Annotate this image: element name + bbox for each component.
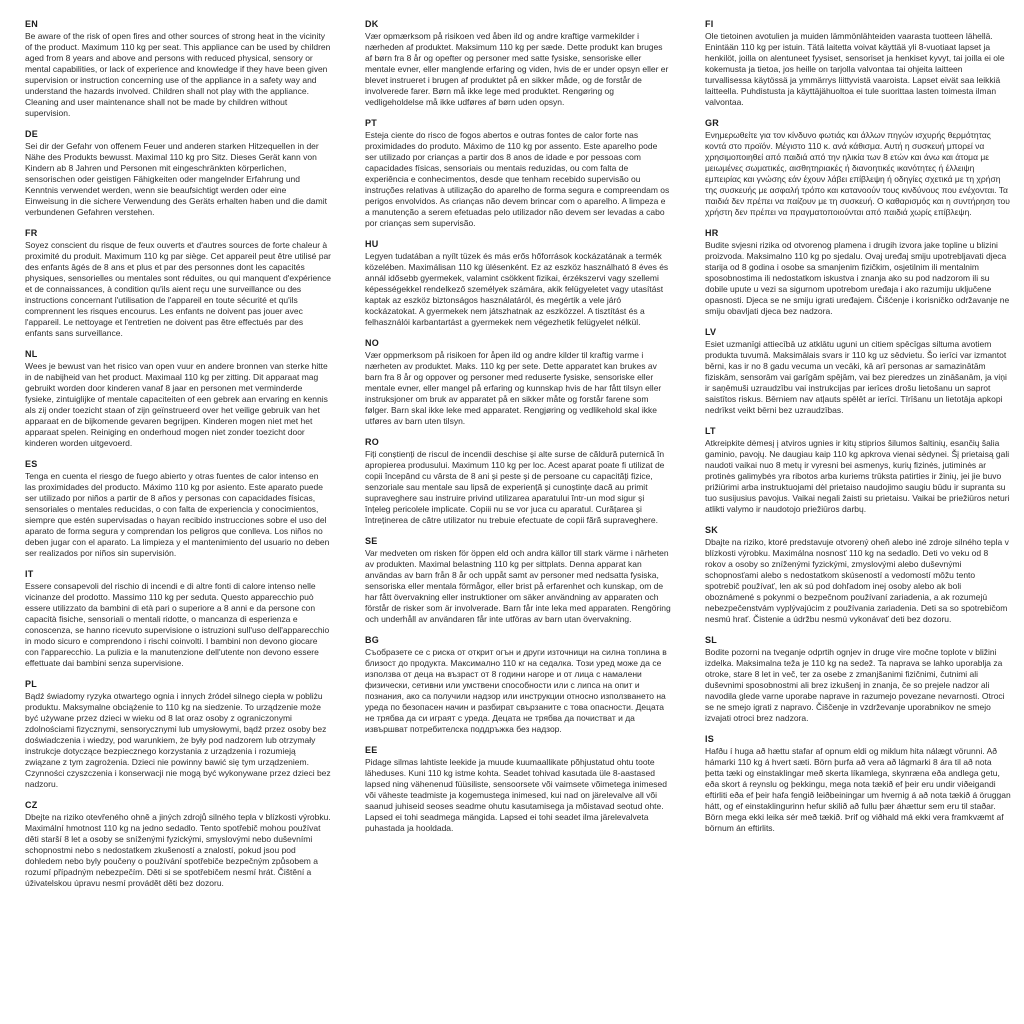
language-code: CZ [25,800,38,810]
language-text: Wees je bewust van het risico van open vuur en andere bronnen van sterke hitte in de nabijheid van het product. Maximaal 110 kg per zitting. Dit apparaat mag gebruikt worden door kinderen vanaf 8 jaar en personen met verminderde fysieke, zintuiglijke of mentale capaciteiten of een gebrek aan ervaring en kennis als zij onder toezicht staan of zijn geïnstrueerd over het veilige gebruik van het apparaat en de bijkomende gevaren begrijpen. Kinderen mogen niet met het apparaat spelen. Reiniging en onderhoud mogen niet zonder toezicht door kinderen worden uitgevoerd. [25,361,328,448]
language-text: Hafðu í huga að hættu stafar af opnum eldi og miklum hita nálægt vörunni. Að hámarki 110 kg á hvert sæti. Börn þurfa að vera að lágmarki 8 ára til að nota þetta tæki og einstaklingar með skerta líkamlega, skynræna eða andlega getu, eða skort á reynslu og þekkingu, mega nota tækið ef þeir eru undir viðeigandi eftirliti eða ef þeir hafa fengið leiðbeiningar um hvernig á að nota tækið á öruggan hátt, og ef einstaklingurinn hefur skilið að fullu þær áhættur sem eru til staðar. Börn mega ekki leika sér með tækið. Þrif og viðhald má ekki vera framkvæmt af börnum án eftirlits. [705,746,1011,833]
language-text: Esteja ciente do risco de fogos abertos e outras fontes de calor forte nas proximidades do produto. Máximo de 110 kg por assento. Este aparelho pode ser utilizado por crianças a partir dos 8 anos de idade e por pessoas com capacidades físicas, sensoriais ou mentais reduzidas, ou com falta de experiência e conhecimentos, desde que tenham recebido supervisão ou instruções relativas à utilização do aparelho de forma segura e compreendam os perigos envolvidos. As crianças não devem brincar com o aparelho. A limpeza e a manutenção a serem efetuadas pelo utilizador não devem ser levadas a cabo por crianças sem supervisão. [365,130,670,228]
language-text: Dbajte na riziko, ktoré predstavuje otvorený oheň alebo iné zdroje silného tepla v blízkosti výrobku. Maximálna nosnosť 110 kg na sedadlo. Deti vo veku od 8 rokov a osoby so zníženými fyzickými, zmyslovými alebo duševnými schopnosťami alebo s nedostatkom skúseností a vedomostí môžu tento spotrebič používať, len ak sú pod dohľadom inej osoby alebo ak boli oboznámené s pokynmi o bezpečnom používaní zariadenia, a ak rozumejú nebezpečenstvám vyplývajúcim z používania zariadenia. Deti sa so spotrebičom nesmú hrať. Čistenie a údržbu nesmú vykonávať deti bez dozoru. [705,537,1009,624]
language-text: Pidage silmas lahtiste leekide ja muude kuumaallikate põhjustatud ohtu toote läheduses. Kuni 110 kg istme kohta. Seadet tohivad kasutada üle 8-aastased lapsed ning vähenenud füüsiliste, sensoorsete või vaimsete võimetega inimesed või väheste teadmiste ja kogemustega inimesed, kui nad on järelevalve all või saanud juhiseid seoses seadme ohutu kasutamisega ja mõistavad seotud ohte. Lapsed ei tohi seadmega mängida. Lapsed ei tohi seadet ilma järelevalveta puhastada ja hooldada. [365,757,667,833]
language-section-bg [365,634,671,735]
language-code: SE [365,536,378,546]
language-code: FR [25,228,38,238]
language-section-hu [365,238,671,328]
language-section-sl [705,634,1011,724]
language-code: NL [25,349,38,359]
column-1 [25,18,331,1024]
language-text: Be aware of the risk of open fires and other sources of strong heat in the vicinity of the product. Maximum 110 kg per seat. This appliance can be used by children aged from 8 years and above and persons with reduced physical, sensory or mental capabilities, or lack of experience and knowledge if they have been given supervision or instruction concerning use of the appliance in a safety way and understand the hazards involved. Children shall not play with the appliance. Cleaning and user maintenance shall not be made by children without supervision. [25,31,331,118]
language-code: RO [365,437,379,447]
language-section-fi [705,18,1011,108]
language-text: Съобразете се с риска от открит огън и други източници на силна топлина в близост до продукта. Максимално 110 кг на седалка. Този уред може да се използва от деца на възраст от 8 години нагоре и от лица с намалени физически, сетивни или умствени способности или с липса на опит и познания, ако са получили надзор или инструкции относно използването на уреда по безопасен начин и разбират свързаните с това опасности. Децата не трябва да си играят с уреда. Децата не трябва да почистват и да извършват потребителска поддръжка без надзор. [365,647,667,734]
language-text: Budite svjesni rizika od otvorenog plamena i drugih izvora jake topline u blizini proizvoda. Maksimalno 110 kg po sjedalu. Ovaj uređaj smiju upotrebljavati djeca starija od 8 godina i osobe sa smanjenim fizičkim, osjetilnim ili mentalnim sposobnostima ili nedostatkom iskustva i znanja ako su pod nadzorom ili su dobile upute u vezi sa sigurnom upotrebom uređaja i ako razumiju uključene opasnosti. Djeca se ne smiju igrati uređajem. Čišćenje i korisničko održavanje ne smiju obavljati djeca bez nadzora. [705,240,1010,316]
language-text: Atkreipkite dėmesį į atviros ugnies ir kitų stiprios šilumos šaltinių, esančių šalia gaminio, pavojų. Ne daugiau kaip 110 kg apkrova vienai sėdynei. Šį prietaisą gali naudoti vaikai nuo 8 metų ir vyresni bei asmenys, kurių fizinės, jutiminės ar protinės galimybės yra ribotos arba kuriems trūksta patirties ir žinių, jei jie buvo prižiūrimi arba instruktuojami dėl prietaiso naudojimo saugiu būdu ir supranta su tuo susijusius pavojus. Vaikai negali žaisti su prietaisu. Vaikai be priežiūros neturi atlikti valymo ir naudotojo priežiūros darbų. [705,438,1010,514]
language-code: GR [705,118,719,128]
language-text: Vær oppmerksom på risikoen for åpen ild og andre kilder til kraftig varme i nærheten av produktet. Maks. 110 kg per sete. Dette apparatet kan brukes av barn fra 8 år og oppover og personer med reduserte fysiske, sensoriske eller mentale evner, eller mangel på erfaring og kunnskap hvis de har fått tilsyn eller instruksjoner om bruk av apparatet på en sikker måte og forstår farene som følger. Barn skal ikke leke med apparatet. Rengjøring og vedlikehold skal ikke utføres av barn uten tilsyn. [365,350,662,426]
language-section-gr [705,117,1011,218]
language-code: NO [365,338,379,348]
language-code: DE [25,129,38,139]
language-text: Ενημερωθείτε για τον κίνδυνο φωτιάς και άλλων πηγών ισχυρής θερμότητας κοντά στο προϊόν. Μέγιστο 110 κ. ανά κάθισμα. Αυτή η συσκευή μπορεί να χρησιμοποιηθεί από παιδιά από την ηλικία των 8 ετών και άνω και άτομα με μειωμένες σωματικές, αισθητηριακές ή διανοητικές ικανότητες ή έλλειψη εμπειρίας και γνώσης εάν έχουν λάβει επίβλεψη ή οδηγίες σχετικά με τη χρήση της συσκευής με ασφαλή τρόπο και κατανοούν τους κινδύνους που ενέχονται. Τα παιδιά δεν πρέπει να παίζουν με τη συσκευή. Ο καθαρισμός και η συντήρηση του χρήστη δεν πρέπει να πραγματοποιούνται από παιδιά χωρίς επίβλεψη. [705,130,1010,217]
language-text: Bądź świadomy ryzyka otwartego ognia i innych źródeł silnego ciepła w pobliżu produktu. Maksymalne obciążenie to 110 kg na siedzenie. To urządzenie może być używane przez dzieci w wieku od 8 lat oraz osoby z ograniczonymi zdolnościami fizycznymi, sensorycznymi lub umysłowymi, bądź przez osoby bez doświadczenia i wiedzy, pod warunkiem, że były pod nadzorem lub otrzymały instrukcje dotyczące bezpiecznego korzystania z urządzenia i rozumieją związane z tym zagrożenia. Dzieci nie powinny bawić się tym urządzeniem. Czynności czyszczenia i konserwacji nie mogą być wykonywane przez dzieci bez nadzoru. [25,691,331,789]
language-section-se [365,535,671,625]
language-text: Vær opmærksom på risikoen ved åben ild og andre kraftige varmekilder i nærheden af produktet. Maksimum 110 kg per sæde. Dette produkt kan bruges af børn fra 8 år og opefter og personer med satte fysiske, sensoriske eller mentale evner, eller manglende erfaring og viden, hvis de er under opsyn eller er blevet instrueret i brugen af produktet på en sikker måde, og de forstår de involverede farer. Børn må ikke lege med produktet. Rengøring og vedligeholdelse må ikke udføres af børn uden opsyn. [365,31,669,107]
language-code: HU [365,239,379,249]
language-section-nl [25,348,331,449]
language-code: ES [25,459,38,469]
language-text: Essere consapevoli del rischio di incendi e di altre fonti di calore intenso nelle vicinanze del prodotto. Massimo 110 kg per seduta. Questo apparecchio può essere utilizzato da bambini di età pari o superiore a 8 anni e da persone con capacità fisiche, sensoriali o mentali ridotte, o mancanza di esperienza e conoscenza, se hanno ricevuto supervisione o istruzioni sull'uso dell'apparecchio in modo sicuro e comprendono i rischi coinvolti. I bambini non devono giocare con l'apparecchio. La pulizia e la manutenzione dell'utente non devono essere effettuate dai bambini senza supervisione. [25,581,330,668]
language-code: DK [365,19,379,29]
language-code: LT [705,426,716,436]
language-code: EE [365,745,378,755]
language-code: SK [705,525,718,535]
language-code: HR [705,228,719,238]
language-text: Legyen tudatában a nyílt tüzek és más erős hőforrások kockázatának a termék közelében. Maximálisan 110 kg ülésenként. Ez az eszköz használható 8 éves és annál idősebb gyermekek, valamint csökkent fizikai, érzékszervi vagy szellemi képességekkel rendelkező személyek számára, akik felügyeletet vagy utasítást kaptak az eszköz biztonságos használatáról, és megértik a vele járó kockázatokat. A gyermekek nem játszhatnak az eszközzel. A tisztítást és a felhasználói karbantartást a gyermekek nem végezhetik felügyelet nélkül. [365,251,669,327]
language-text: Esiet uzmanīgi attiecībā uz atklātu uguni un citiem spēcīgas siltuma avotiem produkta tuvumā. Maksimālais svars ir 110 kg uz sēdvietu. Šo ierīci var izmantot bērni, kas ir no 8 gadu vecuma un vecāki, kā arī personas ar samazinātām fiziskām, sensorām vai garīgām spējām, vai bez pieredzes un zināšanām, ja viņi ir saņēmuši uzraudzību vai instrukcijas par ierīces drošu lietošanu un saprot saistītos riskus. Bērniem nav atļauts spēlēt ar ierīci. Tīrīšanu un lietotāja apkopi nedrīkst veikt bērni bez uzraudzības. [705,339,1007,415]
language-text: Var medveten om risken för öppen eld och andra källor till stark värme i närheten av produkten. Maximal belastning 110 kg per sittplats. Denna apparat kan användas av barn från 8 år och uppåt samt av personer med nedsatta fysiska, sensoriska eller mentala förmågor, eller brist på erfarenhet och kunskap, om de har fått övervakning eller instruktioner om säker användning av apparaten och förstår de risker som är involverade. Barn får inte leka med apparaten. Rengöring och underhåll av användaren får inte utföras av barn utan övervakning. [365,548,671,624]
language-code: BG [365,635,379,645]
column-2 [365,18,671,1024]
language-text: Ole tietoinen avotulien ja muiden lämmönlähteiden vaarasta tuotteen lähellä. Enintään 110 kg per istuin. Tätä laitetta voivat käyttää yli 8-vuotiaat lapset ja henkilöt, joilla on alentuneet fyysiset, sensoriset ja henkiset kyvyt, tai joilla ei ole kokemusta ja tietoa, jos heille on tarjolla valvontaa tai ohjeita laitteen turvallisessa käytössä ja ymmärrys liittyvistä vaaroista. Lapset eivät saa leikkiä laitteella. Puhdistusta ja käyttäjähuoltoa ei tule suorittaa lasten toimesta ilman valvontaa. [705,31,1005,107]
language-section-hr [705,227,1011,317]
language-code: PT [365,118,377,128]
language-section-no [365,337,671,427]
language-section-ro [365,436,671,526]
language-section-sk [705,524,1011,625]
language-section-pt [365,117,671,229]
language-section-de [25,128,331,218]
language-text: Sei dir der Gefahr von offenem Feuer und anderen starken Hitzequellen in der Nähe des Produkts bewusst. Maximal 110 kg pro Sitz. Dieses Gerät kann von Kindern ab 8 Jahren und Personen mit eingeschränkten körperlichen, sensorischen oder geistigen Fähigkeiten oder mangelnder Erfahrung und Kenntnis verwendet werden, wenn sie beaufsichtigt werden oder eine Einweisung in die sichere Verwendung des Geräts erhalten haben und die damit verbundenen Gefahren verstehen. [25,141,327,217]
language-text: Soyez conscient du risque de feux ouverts et d'autres sources de forte chaleur à proximité du produit. Maximum 110 kg par siège. Cet appareil peut être utilisé par des enfants âgés de 8 ans et plus et par des personnes dont les capacités physiques, sensorielles ou mentales sont réduites, ou qui manquent d'expérience et de connaissances, à condition qu'ils aient reçu une surveillance ou des instructions concernant l'utilisation de l'appareil en toute sécurité et qu'ils comprennent les risques encourus. Les enfants ne doivent pas jouer avec l'appareil. Le nettoyage et l'entretien ne doivent pas être effectués par des enfants sans surveillance. [25,240,331,338]
language-section-en [25,18,331,119]
language-code: IS [705,734,714,744]
language-code: SL [705,635,717,645]
language-section-pl [25,678,331,790]
language-section-lv [705,326,1011,416]
language-code: LV [705,327,717,337]
language-section-es [25,458,331,559]
language-text: Dbejte na riziko otevřeného ohně a jiných zdrojů silného tepla v blízkosti výrobku. Maximální hmotnost 110 kg na jedno sedadlo. Tento spotřebič mohou používat děti starší 8 let a osoby se sníženými fyzickými, smyslovými nebo duševními schopnostmi nebo s nedostatkem zkušeností a znalostí, pokud jsou pod dohledem nebo byly poučeny o používání spotřebiče bezpečným způsobem a rozumí případným nebezpečím. Děti si se spotřebičem nesmí hrát. Čištění a úživatelskou úpravu nesmí provádět děti bez dozoru. [25,812,331,888]
language-text: Fiți conștienți de riscul de incendii deschise și alte surse de căldură puternică în apropierea produsului. Maximum 110 kg per loc. Acest aparat poate fi utilizat de copii începând cu vârsta de 8 ani și peste și de persoane cu capacități fizice, senzoriale sau mentale sau lipsă de experiență și cunoștințe dacă au primit supraveghere sau instruire privind utilizarea aparatului într-un mod sigur și înțeleg pericolele implicate. Copiii nu se vor juca cu aparatul. Curățarea și întreținerea de către utilizator nu trebuie efectuate de copii fără supraveghere. [365,449,665,525]
language-section-it [25,568,331,669]
language-code: IT [25,569,34,579]
language-code: PL [25,679,37,689]
language-section-lt [705,425,1011,515]
language-section-fr [25,227,331,339]
language-text: Bodite pozorni na tveganje odprtih ognjev in druge vire močne toplote v bližini izdelka. Maksimalna teža je 110 kg na sedež. Ta naprava se lahko uporablja za otroke, stare 8 let in več, ter za osebe z zmanjšanimi fizičnimi, čutnimi ali duševnimi sposobnostmi ali brez izkušenj in znanja, če so prejele nadzor ali navodila glede varne uporabe naprave in razumejo povezane nevarnosti. Otroci se ne smejo igrati z napravo. Čiščenje in vzdrževanje uporabnikov ne smejo izvajati otroci brez nadzora. [705,647,1005,723]
language-section-cz [25,799,331,889]
language-section-is [705,733,1011,834]
column-3 [705,18,1011,1024]
language-section-ee [365,744,671,834]
language-code: FI [705,19,714,29]
language-text: Tenga en cuenta el riesgo de fuego abierto y otras fuentes de calor intenso en las proximidades del producto. Máximo 110 kg por asiento. Este aparato puede ser utilizado por niños a partir de 8 años y personas con capacidades físicas, sensoriales o mentales reducidas, o con falta de experiencia y conocimientos, siempre que estén supervisadas o hayan recibido instrucciones sobre el uso del aparato de forma segura y comprendan los peligros que conlleva. Los niños no deben jugar con el aparato. La limpieza y el mantenimiento del usuario no deben ser realizados por niños sin supervisión. [25,471,330,558]
language-code: EN [25,19,38,29]
language-section-dk [365,18,671,108]
